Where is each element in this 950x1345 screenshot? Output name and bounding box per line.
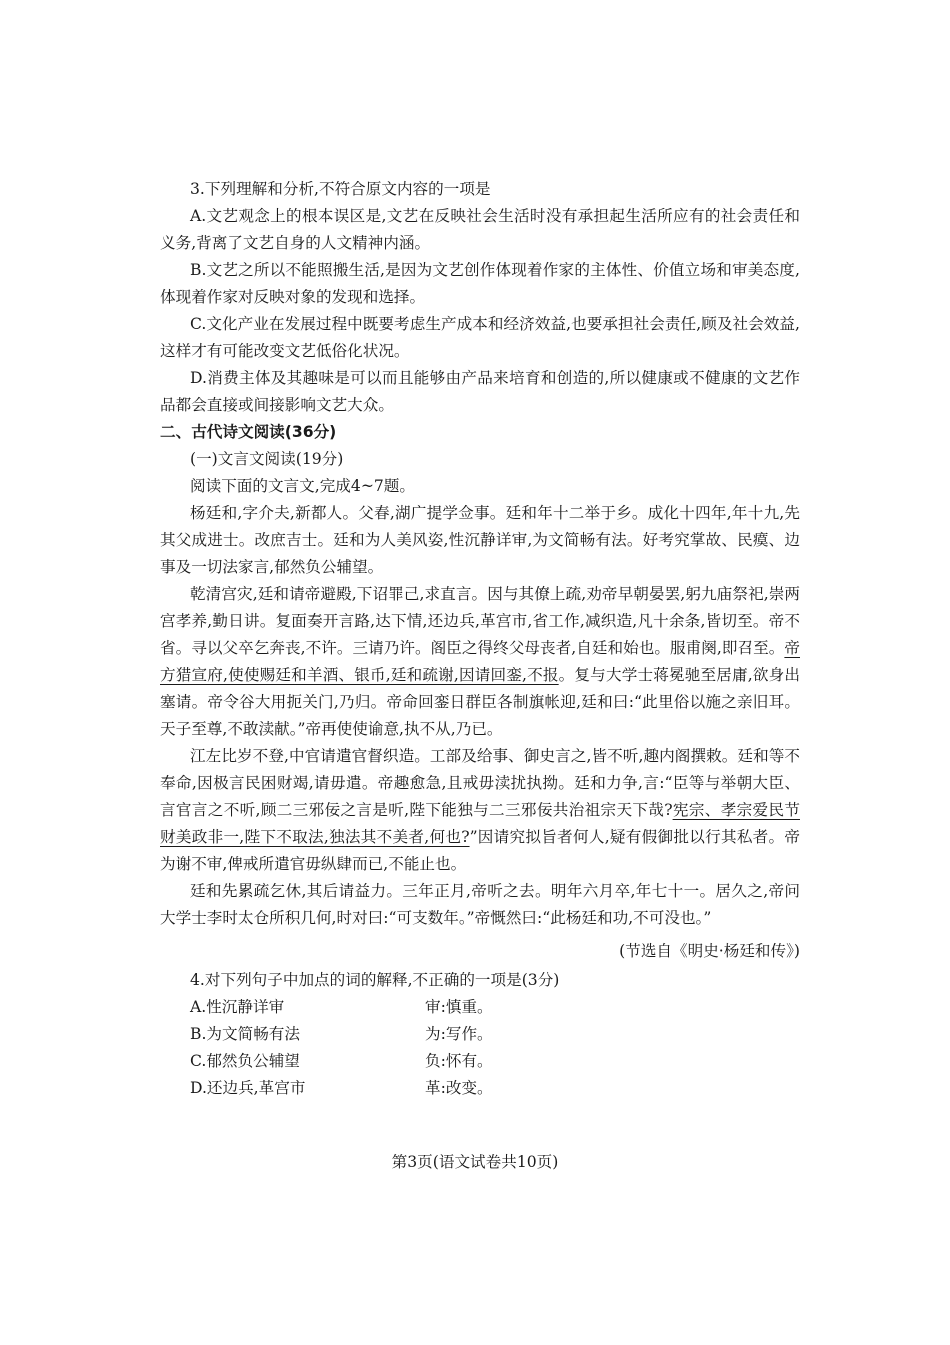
q3-stem: 3.下列理解和分析,不符合原文内容的一项是: [190, 180, 491, 198]
passage-paragraph-2-part-a: 乾清宫灾,廷和请帝避殿,下诏罪己,求直言。因与其僚上疏,劝帝早朝晏罢,躬九庙祭祀,崇两宫孝养,勤日讲。复面奏开言路,达下情,还边兵,革宫市,省工作,减织造,凡十余条,皆切至。帝不省。寻以父卒乞奔丧,不许。三请乃许。阁臣之得终父母丧者,自廷和始也。服甫阕,即召至。: [160, 585, 800, 657]
q4-option-a-explanation: 审:慎重。: [425, 998, 493, 1016]
section2-subheading: (一)文言文阅读(19分): [190, 450, 344, 468]
q4-option-c-phrase: C.郁然负公辅望: [190, 1052, 300, 1070]
q4-option-d-explanation: 革:改变。: [425, 1079, 493, 1097]
q4-option-a-phrase: A.性沉静详审: [190, 998, 285, 1016]
passage-paragraph-2: [160, 581, 800, 743]
section2-heading: 二、古代诗文阅读(36分): [160, 423, 337, 441]
q4-option-d: [160, 1075, 800, 1102]
q4-option-c-explanation: 负:怀有。: [425, 1052, 493, 1070]
page-footer: 第3页(语文试卷共10页): [391, 1153, 559, 1171]
passage-paragraph-3-part-a: 江左比岁不登,中官请遣官督织造。工部及给事、御史言之,皆不听,趣内阁撰敕。廷和等不奉命,因极言民困财竭,请毋遣。帝趣愈急,且戒毋渎扰执拗。廷和力争,言:“臣等与举朝大臣、言官言之不听,顾二三邪佞之言是听,陛下能独与二三邪佞共治祖宗天下哉?: [160, 747, 800, 819]
q3-option-d: D.消费主体及其趣味是可以而且能够由产品来培育和创造的,所以健康或不健康的文艺作品都会直接或间接影响文艺大众。: [160, 369, 800, 414]
q4-option-c: [160, 1048, 800, 1075]
q4-stem: 4.对下列句子中加点的词的解释,不正确的一项是(3分): [190, 971, 560, 989]
passage-paragraph-3-part-b: ”因请究拟旨者何人,疑有假御批以行其私者。帝为谢不审,俾戒所遣官毋纵肆而已,不能止也。: [160, 828, 800, 873]
passage-paragraph-3: [160, 743, 800, 878]
q4-option-a: [160, 994, 800, 1021]
passage-source: (节选自《明史·杨廷和传》): [619, 942, 800, 960]
underlined-sentence-1: 帝方猎宣府,使使赐廷和羊酒、银币,廷和疏谢,因请回銮,不报: [160, 639, 800, 684]
q3-option-c: C.文化产业在发展过程中既要考虑生产成本和经济效益,也要承担社会责任,顾及社会效益,这样才有可能改变文艺低俗化状况。: [160, 315, 800, 360]
passage-instruction: 阅读下面的文言文,完成4~7题。: [190, 477, 415, 495]
q3-option-b: B.文艺之所以不能照搬生活,是因为文艺创作体现着作家的主体性、价值立场和审美态度,体现着作家对反映对象的发现和选择。: [160, 261, 800, 306]
q4-option-b-phrase: B.为文简畅有法: [190, 1025, 300, 1043]
passage-paragraph-1: 杨廷和,字介夫,新都人。父春,湖广提学佥事。廷和年十二举于乡。成化十四年,年十九,先其父成进士。改庶吉士。廷和为人美风姿,性沉静详审,为文简畅有法。好考究掌故、民瘼、边事及一切法家言,郁然负公辅望。: [160, 504, 800, 576]
passage-paragraph-2-part-b: 。复与大学士蒋冕驰至居庸,欲身出塞请。帝令谷大用扼关门,乃归。帝命回銮日群臣各制旗帐迎,廷和曰:“此里俗以施之亲旧耳。天子至尊,不敢渎献。”帝再使使谕意,执不从,乃已。: [160, 666, 800, 738]
passage-paragraph-4: 廷和先累疏乞休,其后请益力。三年正月,帝听之去。明年六月卒,年七十一。居久之,帝问大学士李时太仓所积几何,时对曰:“可支数年。”帝慨然曰:“此杨廷和功,不可没也。”: [160, 882, 800, 927]
underlined-sentence-2: 宪宗、孝宗爱民节财美政非一,陛下不取法,独法其不美者,何也?: [160, 801, 800, 846]
q4-option-b: [160, 1021, 800, 1048]
q4-option-b-explanation: 为:写作。: [425, 1025, 493, 1043]
q4-option-d-phrase: D.还边兵,革宫市: [190, 1079, 306, 1097]
q3-option-a: A.文艺观念上的根本误区是,文艺在反映社会生活时没有承担起生活所应有的社会责任和义务,背离了文艺自身的人文精神内涵。: [160, 207, 800, 252]
page-content: [160, 176, 800, 1102]
